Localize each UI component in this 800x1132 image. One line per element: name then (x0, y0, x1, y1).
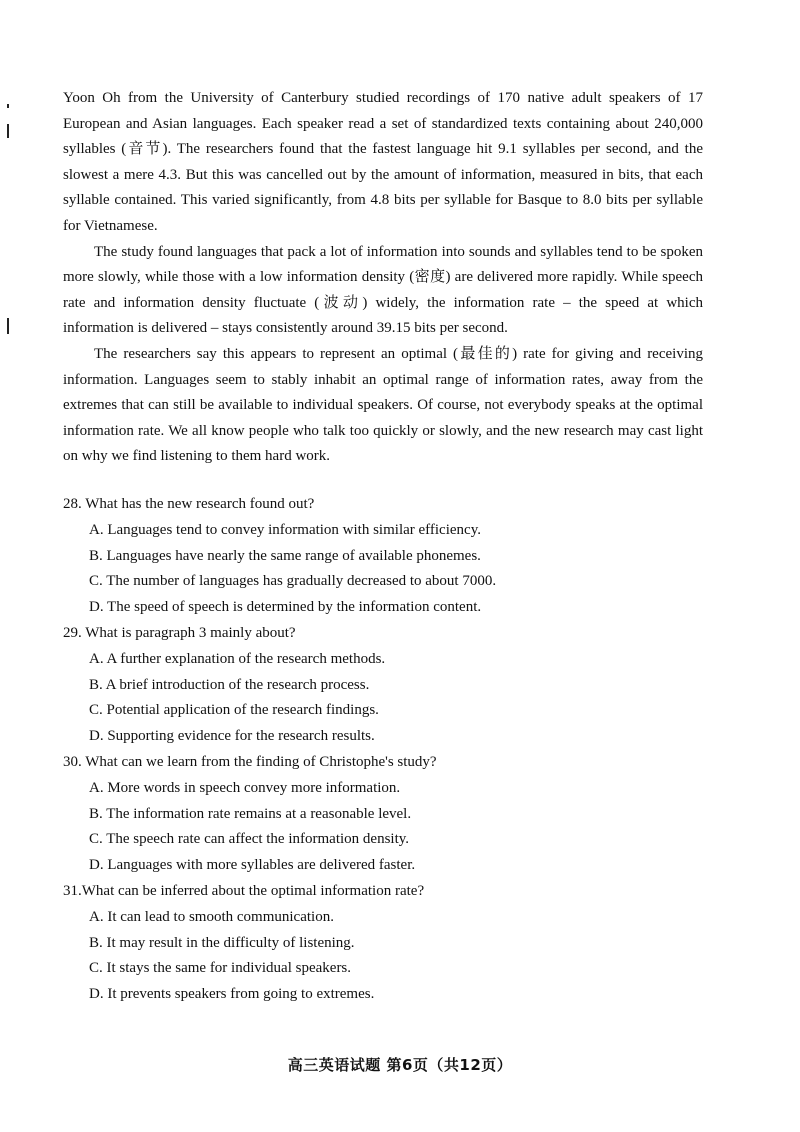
question-text: What is paragraph 3 mainly about? (85, 624, 296, 641)
question-28 (63, 492, 703, 621)
margin-mark (7, 124, 9, 138)
question-stem (63, 621, 703, 647)
margin-mark (7, 104, 9, 108)
option-d: D. Supporting evidence for the research results. (89, 728, 375, 745)
option-a: A. A further explanation of the research methods. (89, 650, 386, 667)
question-number: 28. (63, 496, 82, 512)
question-list (63, 492, 703, 1008)
question-30 (63, 750, 703, 879)
margin-mark (7, 318, 9, 334)
passage-paragraph-2: The study found languages that pack a lot of information into sounds and syllables tend to be spoken more slowly, while those with a low information density (密度) are delivered more rapidly. While speech rate and information density fluctuate (波动) widely, the information rate – the speed at which information is delivered – stays consistently around 39.15 bits per second. (63, 243, 703, 337)
question-text: What can be inferred about the optimal information rate? (81, 882, 425, 899)
question-number: 29. (63, 624, 82, 641)
question-31 (63, 879, 703, 1008)
option-b: B. It may result in the difficulty of listening. (89, 934, 355, 951)
option-b: B. Languages have nearly the same range of available phonemes. (89, 547, 481, 564)
passage-paragraph-1: Yoon Oh from the University of Canterbury studied recordings of 170 native adult speakers of 17 European and Asian languages. Each speaker read a set of standardized texts containing about 240,000 syllables (音节). The researchers found that the fastest language hit 9.1 syllables per second, and the slowest a mere 4.3. But this was cancelled out by the amount of information, measured in bits, that each syllable contained. This varied significantly, from 4.8 bits per syllable for Basque to 8.0 bits per syllable for Vietnamese. (63, 90, 703, 234)
option-b: B. The information rate remains at a reasonable level. (89, 805, 412, 822)
option-a: A. Languages tend to convey information with similar efficiency. (89, 521, 481, 538)
question-text: What can we learn from the finding of Christophe's study? (85, 753, 437, 770)
question-stem (63, 750, 703, 776)
question-number: 30. (63, 753, 82, 770)
option-a: A. More words in speech convey more information. (89, 779, 401, 796)
option-d: D. The speed of speech is determined by the information content. (89, 599, 482, 616)
question-text: What has the new research found out? (85, 496, 315, 512)
question-number: 31. (63, 882, 82, 899)
question-stem (63, 879, 703, 905)
option-c: C. The speech rate can affect the information density. (89, 831, 410, 848)
option-c: C. Potential application of the research findings. (89, 702, 379, 719)
option-c: C. It stays the same for individual speakers. (89, 960, 352, 977)
option-b: B. A brief introduction of the research process. (89, 676, 370, 693)
option-a: A. It can lead to smooth communication. (89, 908, 334, 925)
passage-paragraph-3: The researchers say this appears to represent an optimal (最佳的) rate for giving and receiving information. Languages seem to stably inhabit an optimal range of information rates, away from the extremes that can still be available to individual speakers. Of course, not everybody speaks at the optimal information rate. We all know people who talk too quickly or slowly, and the new research may cast light on why we find listening to them hard work. (63, 345, 703, 465)
question-29 (63, 621, 703, 750)
page-footer: 高三英语试题 第6页（共12页） (287, 1056, 513, 1074)
option-d: D. Languages with more syllables are delivered faster. (89, 857, 416, 874)
option-c: C. The number of languages has gradually decreased to about 7000. (89, 573, 497, 590)
reading-passage (63, 86, 703, 470)
question-stem (63, 492, 703, 518)
option-d: D. It prevents speakers from going to extremes. (89, 986, 375, 1003)
